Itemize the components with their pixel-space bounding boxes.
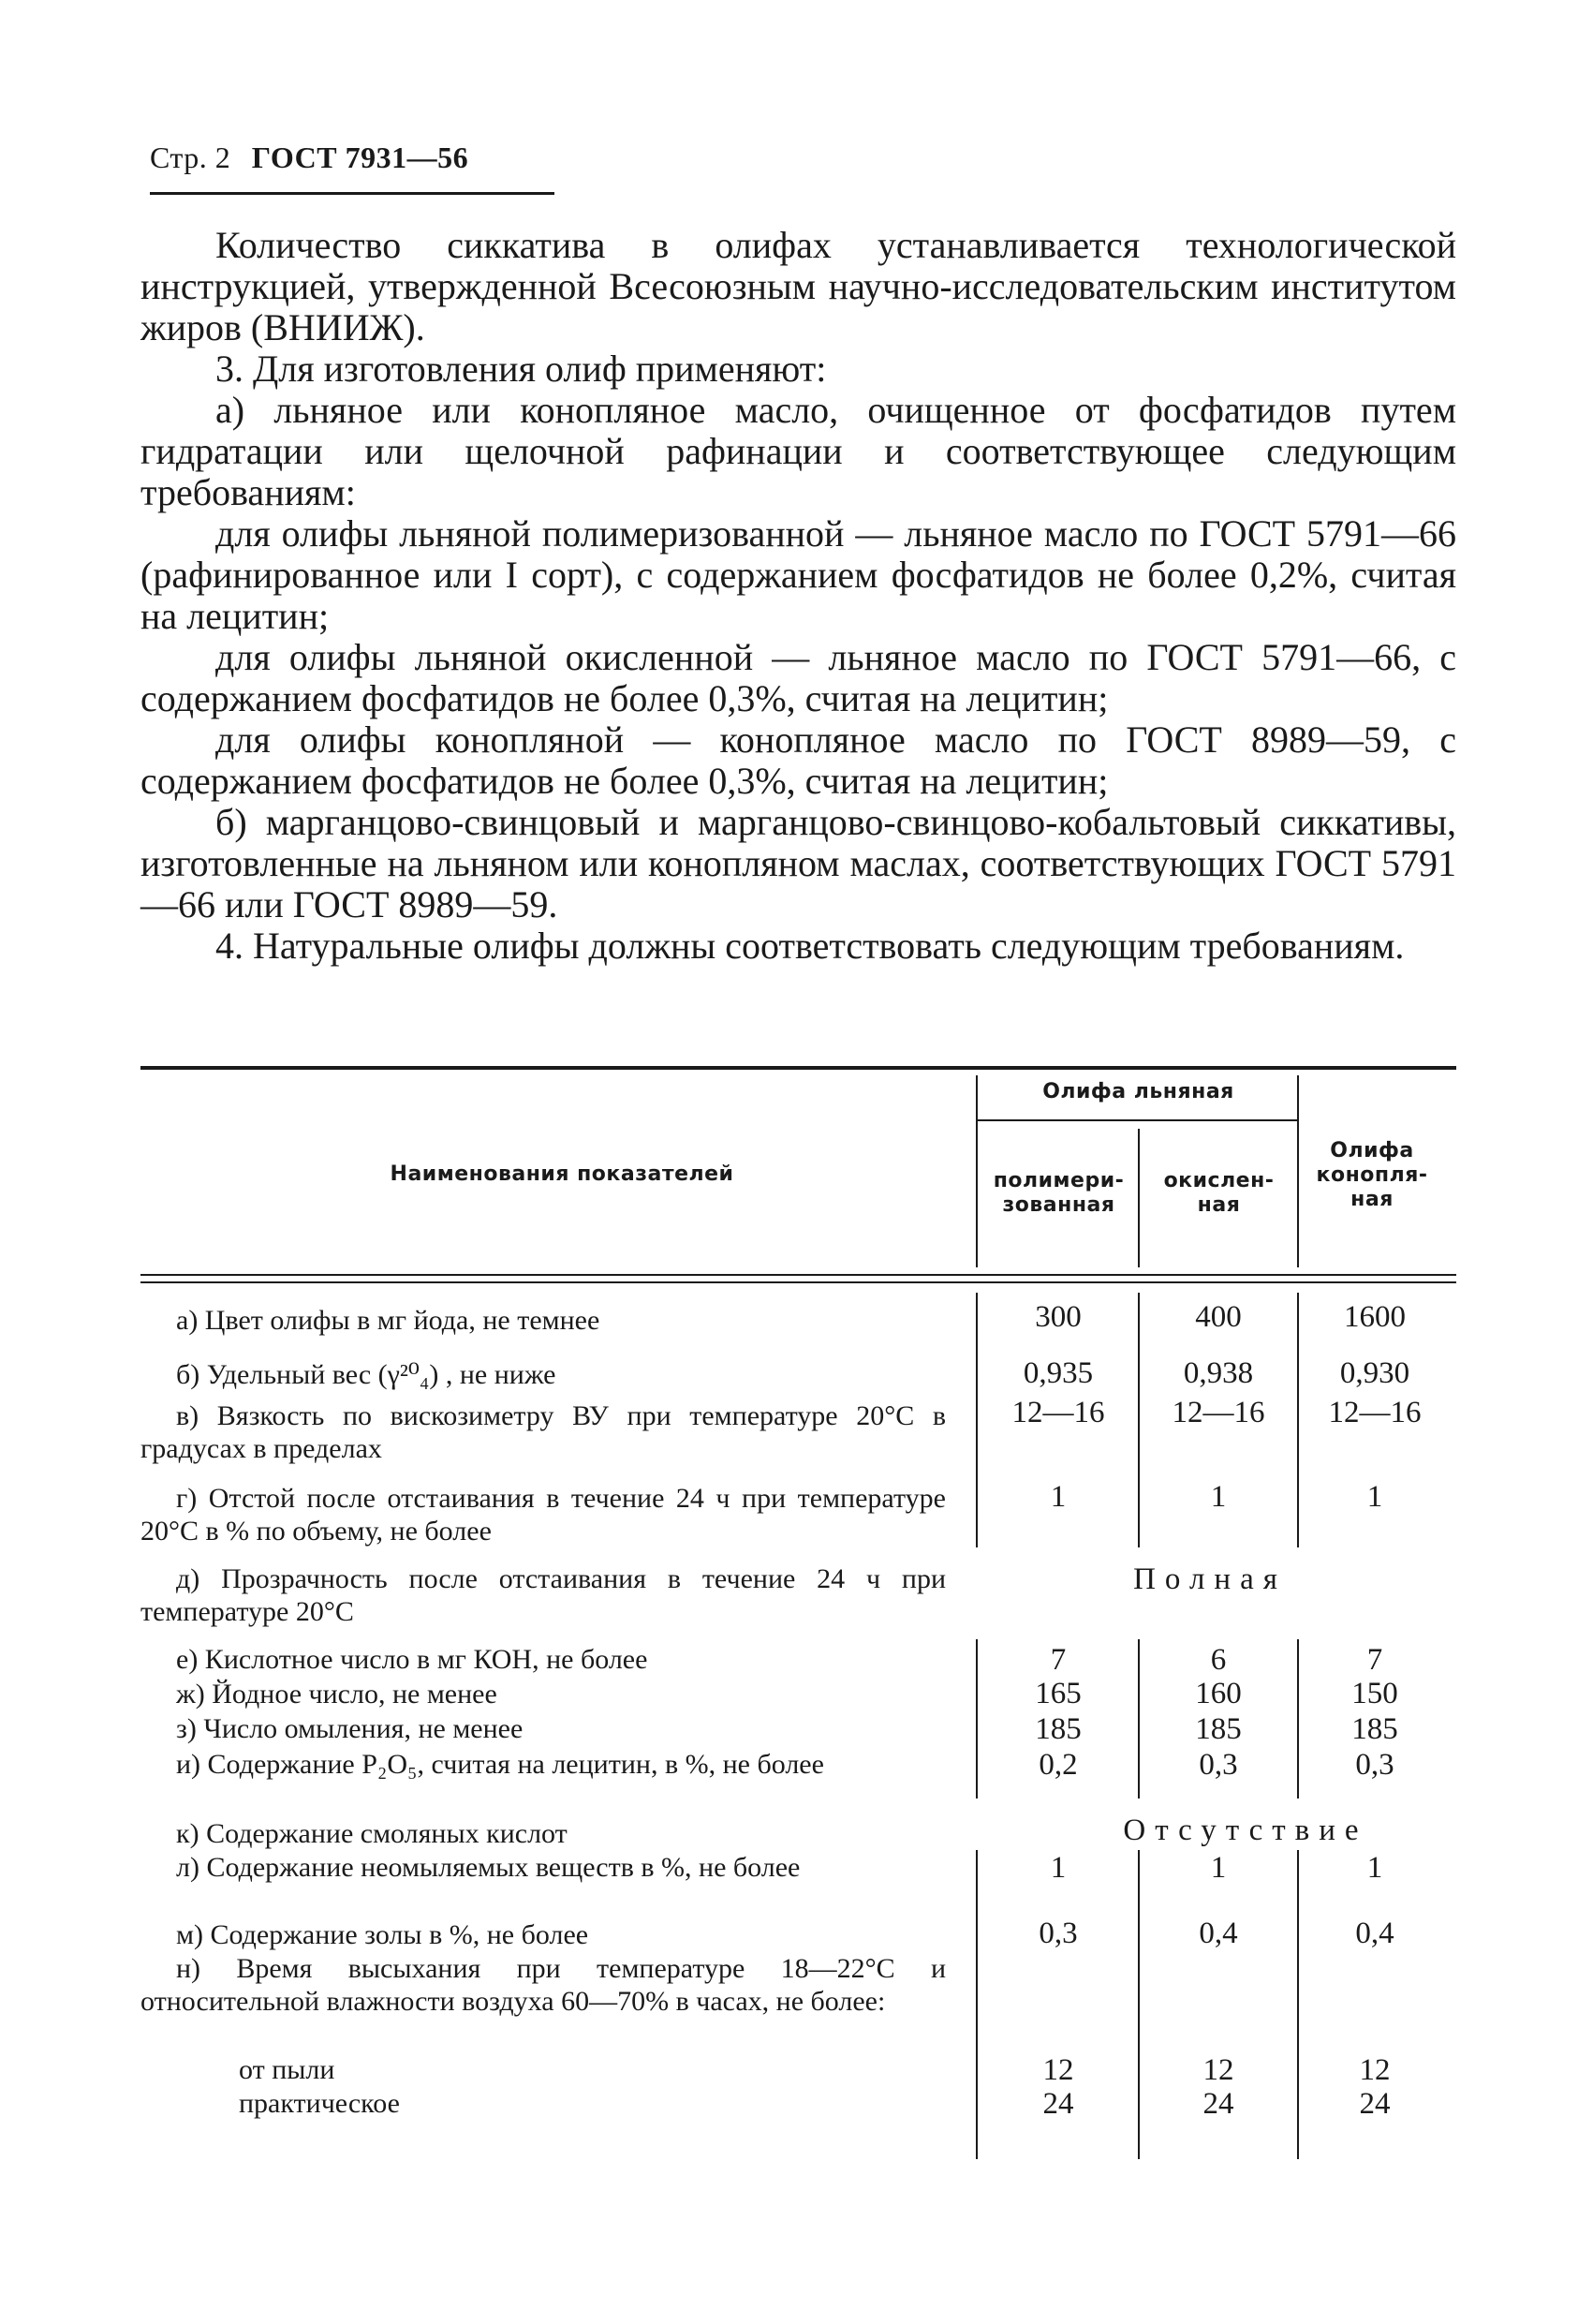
table-vline-3 bbox=[1297, 1075, 1299, 1267]
page-header bbox=[150, 141, 468, 175]
row-o-oxid: 24 bbox=[1202, 2087, 1234, 2121]
row-c-hemp: 12—16 bbox=[1328, 1396, 1422, 1429]
row-n-hemp: 12 bbox=[1359, 2053, 1391, 2087]
row-n-oxid: 12 bbox=[1202, 2053, 1234, 2087]
row-l-oxid: 0,4 bbox=[1199, 1917, 1238, 1950]
row-l-hemp: 0,4 bbox=[1355, 1917, 1394, 1950]
row-o-label: практическое bbox=[239, 2088, 400, 2119]
row-i-label: и) Содержание P₂O₅, считая на лецитин, в %, не более bbox=[176, 1749, 824, 1780]
header-rule bbox=[150, 192, 554, 195]
paragraph-3: 3. Для изготовления олиф применяют: bbox=[215, 348, 827, 390]
row-c-label: в) Вязкость по вискозиметру ВУ при температуре 20°С в градусах в пределах bbox=[140, 1400, 946, 1464]
row-b-hemp: 0,930 bbox=[1339, 1356, 1410, 1390]
row-b-label: б) Удельный вес (γ²⁰₄) , не ниже bbox=[176, 1359, 556, 1390]
row-c-poly: 12—16 bbox=[1011, 1396, 1105, 1429]
table-header-rule bbox=[140, 1274, 1456, 1276]
row-a-hemp: 1600 bbox=[1344, 1300, 1406, 1334]
table-body-vline-3c bbox=[1297, 1850, 1299, 2159]
row-d-oxid: 1 bbox=[1210, 1480, 1227, 1514]
paragraph-hemp: для олифы конопляной — конопляное масло по ГОСТ 8989—59, с содержанием фосфатидов не более 0,3%, считая на лецитин; bbox=[140, 718, 1456, 802]
row-b-poly: 0,935 bbox=[1023, 1356, 1094, 1390]
paragraph-linen-oxid: для олифы льняной окисленной — льняное масло по ГОСТ 5791—66, с содержанием фосфатидов не более 0,3%, считая на лецитин; bbox=[140, 636, 1456, 719]
table-body-vline-1a bbox=[976, 1293, 978, 1547]
row-b-oxid: 0,938 bbox=[1183, 1356, 1254, 1390]
row-j-span: Отсутствие bbox=[1123, 1813, 1368, 1847]
row-l-poly: 0,3 bbox=[1039, 1917, 1078, 1950]
body-text bbox=[140, 225, 1456, 967]
row-d-hemp: 1 bbox=[1366, 1480, 1383, 1514]
row-k-label: л) Содержание неомыляемых веществ в %, не более bbox=[176, 1852, 801, 1883]
row-n-poly: 12 bbox=[1042, 2053, 1074, 2087]
table-body-vline-1b bbox=[976, 1639, 978, 1799]
table-top-rule bbox=[140, 1066, 1456, 1070]
row-i-poly: 0,2 bbox=[1039, 1748, 1078, 1782]
row-l-label: м) Содержание золы в %, не более bbox=[176, 1919, 589, 1950]
row-g-oxid: 160 bbox=[1195, 1677, 1242, 1710]
row-k-poly: 1 bbox=[1050, 1851, 1067, 1885]
row-f-label: е) Кислотное число в мг КОН, не более bbox=[176, 1644, 648, 1675]
table-vline-1 bbox=[976, 1075, 978, 1267]
table-body-vline-3a bbox=[1297, 1293, 1299, 1547]
row-e-span: Полная bbox=[1133, 1562, 1287, 1596]
table-vline-2 bbox=[1138, 1129, 1140, 1267]
col-header-name: Наименования показателей bbox=[390, 1162, 734, 1186]
row-i-oxid: 0,3 bbox=[1199, 1748, 1238, 1782]
paragraph-3b: б) марганцово-свинцовый и марганцово-свинцово-кобальтовый сиккативы, изготовленные на льняном или конопляном маслах, соответствующих ГОСТ 5791—66 или ГОСТ 8989—59. bbox=[140, 801, 1456, 925]
row-h-hemp: 185 bbox=[1351, 1712, 1398, 1746]
page-number: Стр. 2 bbox=[150, 141, 231, 174]
row-m-label: н) Время высыхания при температуре 18—22°С и относительной влажности воздуха 60—70% в часах, не более: bbox=[140, 1953, 946, 2017]
standard-number: ГОСТ 7931—56 bbox=[251, 141, 469, 174]
row-d-label: г) Отстой после отстаивания в течение 24 ч при температуре 20°С в % по объему, не более bbox=[140, 1483, 946, 1547]
paragraph-linen-poly: для олифы льняной полимеризованной — льняное масло по ГОСТ 5791—66 (рафинированное или I сорт), с содержанием фосфатидов не более 0,2%, считая на лецитин; bbox=[140, 512, 1456, 637]
row-j-label: к) Содержание смоляных кислот bbox=[176, 1818, 568, 1849]
row-o-hemp: 24 bbox=[1359, 2087, 1391, 2121]
col-header-poly: полимери- зованная bbox=[993, 1169, 1125, 1217]
col-header-oxid: окислен- ная bbox=[1163, 1169, 1275, 1217]
row-a-label: а) Цвет олифы в мг йода, не темнее bbox=[176, 1305, 600, 1336]
row-k-oxid: 1 bbox=[1210, 1851, 1227, 1885]
row-f-oxid: 6 bbox=[1210, 1643, 1227, 1677]
row-h-label: з) Число омыления, не менее bbox=[176, 1713, 524, 1744]
table-header-rule-2 bbox=[140, 1281, 1456, 1283]
row-g-poly: 165 bbox=[1035, 1677, 1082, 1710]
row-n-label: от пыли bbox=[239, 2054, 335, 2085]
row-k-hemp: 1 bbox=[1366, 1851, 1383, 1885]
table-group-rule bbox=[976, 1119, 1297, 1121]
row-f-poly: 7 bbox=[1050, 1643, 1067, 1677]
row-f-hemp: 7 bbox=[1366, 1643, 1383, 1677]
row-o-poly: 24 bbox=[1042, 2087, 1074, 2121]
paragraph-4: 4. Натуральные олифы должны соответствовать следующим требованиям. bbox=[215, 925, 1405, 967]
col-header-linen: Олифа льняная bbox=[1042, 1080, 1234, 1103]
table-body-vline-3b bbox=[1297, 1639, 1299, 1799]
row-a-oxid: 400 bbox=[1195, 1300, 1242, 1334]
row-d-poly: 1 bbox=[1050, 1480, 1067, 1514]
row-i-hemp: 0,3 bbox=[1355, 1748, 1394, 1782]
row-h-oxid: 185 bbox=[1195, 1712, 1242, 1746]
row-g-label: ж) Йодное число, не менее bbox=[176, 1679, 497, 1710]
col-header-hemp: Олифа конопля- ная bbox=[1316, 1139, 1428, 1211]
row-c-oxid: 12—16 bbox=[1172, 1396, 1265, 1429]
paragraph-3a: а) льняное или конопляное масло, очищенное от фосфатидов путем гидратации или щелочной рафинации и соответствующее следующим требованиям: bbox=[140, 389, 1456, 513]
table-body-vline-1c bbox=[976, 1850, 978, 2159]
row-a-poly: 300 bbox=[1035, 1300, 1082, 1334]
row-e-label: д) Прозрачность после отстаивания в течение 24 ч при температуре 20°С bbox=[140, 1563, 946, 1627]
row-h-poly: 185 bbox=[1035, 1712, 1082, 1746]
row-g-hemp: 150 bbox=[1351, 1677, 1398, 1710]
paragraph-siccative: Количество сиккатива в олифах устанавливается технологической инструкцией, утвержденной Всесоюзным научно-исследовательским институтом жиров (ВНИИЖ). bbox=[140, 224, 1456, 348]
